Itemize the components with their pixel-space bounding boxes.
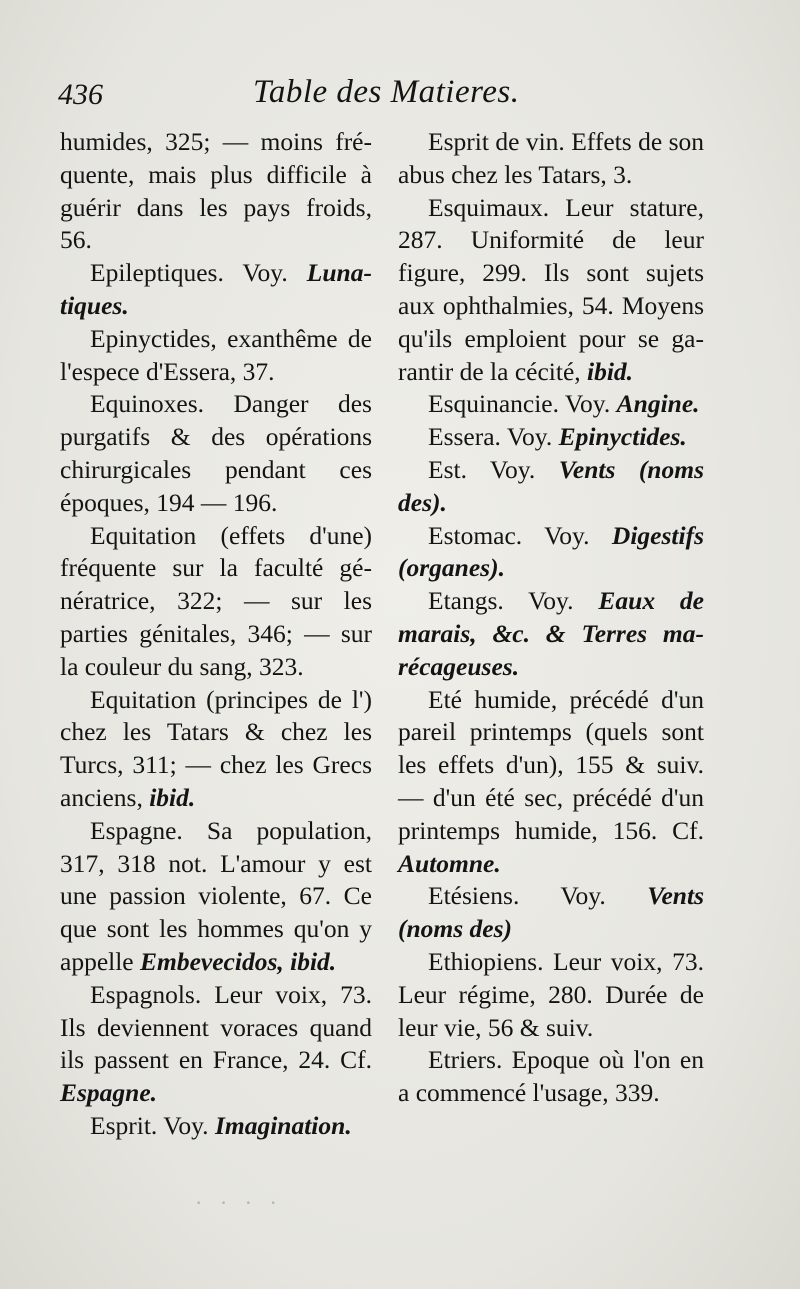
index-entry xyxy=(398,1044,704,1110)
index-entry-text: Esquinancie. Voy. xyxy=(428,389,617,419)
running-title: Table des Matieres. xyxy=(253,74,520,110)
index-entry-text: Ethiopiens. Leur voix, 73. Leur régime, 280. Durée de leur vie, 56 & suiv. xyxy=(398,946,704,1042)
index-column-left xyxy=(60,126,372,1143)
index-entry xyxy=(398,520,704,586)
index-entry-text: Esprit. Voy. xyxy=(90,1110,215,1140)
index-entry xyxy=(398,388,704,421)
index-entry xyxy=(398,421,704,454)
index-entry-text: Estomac. Voy. xyxy=(428,520,612,550)
index-entry-text: Epinyctides, exanthême de l'espece d'Essera, 37. xyxy=(60,323,372,386)
index-entry-text: Equitation (principes de l') chez les Tatars & chez les Turcs, 311; — chez les Grecs anciens, xyxy=(60,684,372,812)
index-cross-reference: Epinyctides. xyxy=(558,422,687,452)
index-entry xyxy=(398,192,704,389)
index-entry-text: Est. Voy. xyxy=(428,454,559,484)
index-cross-reference: Digestifs (organes). xyxy=(398,520,704,583)
index-cross-reference: Vents (noms des). xyxy=(398,454,704,517)
index-cross-reference: ibid. xyxy=(587,356,634,386)
index-entry-text: Esquimaux. Leur stature, 287. Uniformité de leur figure, 299. Ils sont sujets aux ophthalmies, 54. Moyens qu'ils emploient pour se garantir de la cécité, xyxy=(398,192,704,386)
index-entry-text: Etésiens. Voy. xyxy=(428,881,648,911)
index-entry-text: Essera. Voy. xyxy=(428,422,559,452)
index-cross-reference: Vents (noms des) xyxy=(398,881,704,944)
index-entry xyxy=(398,880,704,946)
index-entry xyxy=(398,454,704,520)
page-number: 436 xyxy=(58,78,103,111)
index-entry-text: Espagne. Sa population, 317, 318 not. L'amour y est une passion violente, 67. Ce que sont les hommes qu'on y appelle xyxy=(60,815,372,976)
index-entry xyxy=(60,1110,372,1143)
index-cross-reference: Espagne. xyxy=(60,1078,158,1108)
index-entry-text: Etangs. Voy. xyxy=(428,586,599,616)
index-entry xyxy=(60,979,372,1110)
index-entry xyxy=(398,684,704,881)
index-entry xyxy=(60,684,372,815)
index-entry xyxy=(60,257,372,323)
index-entry-text: Equinoxes. Danger des purgatifs & des opérations chirurgicales pendant ces époques, 194 — 196. xyxy=(60,389,372,517)
index-entry-text: Equitation (effets d'une) fréquente sur la faculté génératrice, 322; — sur les parties génitales, 346; — sur la couleur du sang, 323. xyxy=(60,520,372,681)
index-entry xyxy=(398,585,704,683)
index-cross-reference: Imagination. xyxy=(214,1110,352,1140)
index-entry-text: humides, 325; — moins fréquente, mais plus difficile à guérir dans les pays froids, 56. xyxy=(60,127,372,255)
index-entry xyxy=(60,126,372,257)
index-entry xyxy=(60,520,372,684)
index-entry xyxy=(60,323,372,389)
index-entry-text: Espagnols. Leur voix, 73. Ils deviennent voraces quand ils passent en France, 24. Cf. xyxy=(60,979,372,1075)
index-cross-reference: Embevecidos, ibid. xyxy=(140,946,337,976)
index-cross-reference: Automne. xyxy=(398,848,501,878)
index-cross-reference: Angine. xyxy=(616,389,700,419)
page-header xyxy=(58,72,708,116)
index-entry-text: Epileptiques. Voy. xyxy=(90,258,307,288)
index-cross-reference: Lunatiques. xyxy=(60,258,372,320)
index-entry-text: Etriers. Epoque où l'on en a commencé l'usage, 339. xyxy=(398,1045,704,1108)
index-entry-text: Esprit de vin. Effets de son abus chez les Tatars, 3. xyxy=(398,127,704,189)
index-entry xyxy=(398,946,704,1044)
index-column-right xyxy=(398,126,704,1110)
index-entry xyxy=(60,815,372,979)
index-entry-text: Eté humide, précédé d'un pareil printemps (quels sont les effets d'un), 155 & suiv. — d'un été sec, précédé d'un printemps humide, 156. Cf. xyxy=(398,684,704,845)
bleed-through-mark: · · · · xyxy=(195,1190,283,1215)
index-cross-reference: Eaux de marais, &c. & Terres marécageuses. xyxy=(398,586,704,681)
index-cross-reference: ibid. xyxy=(149,782,196,812)
index-entry xyxy=(398,126,704,192)
index-entry xyxy=(60,388,372,519)
